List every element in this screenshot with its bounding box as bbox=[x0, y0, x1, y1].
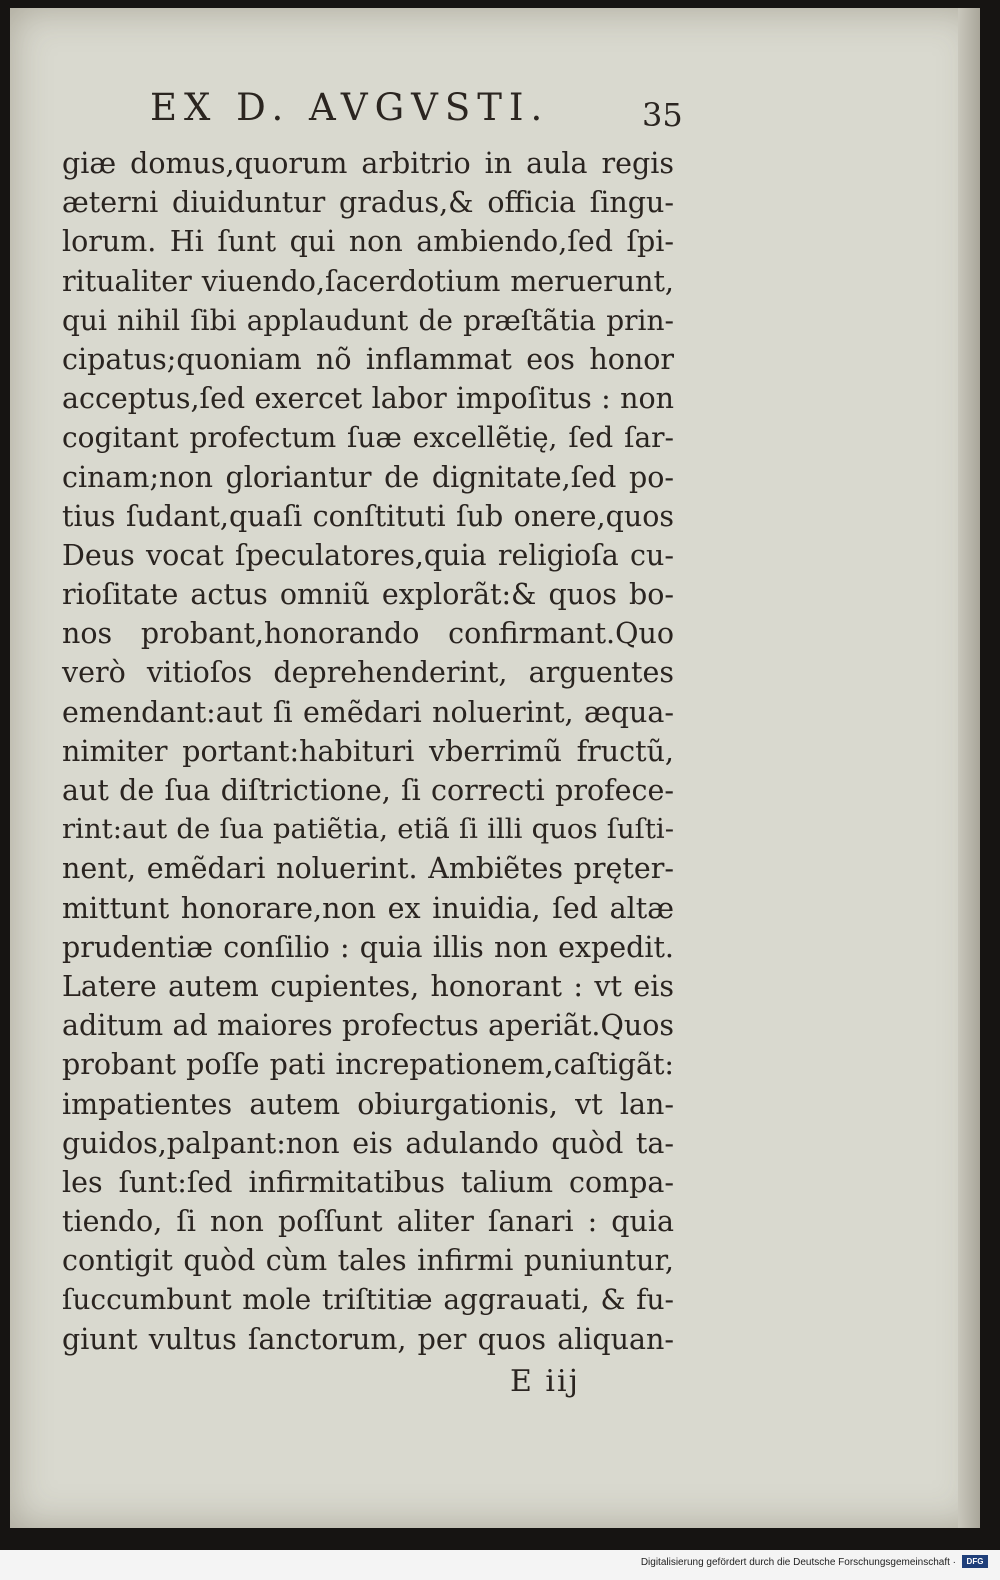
funding-credit: Digitalisierung gefördert durch die Deutsche Forschungsgemeinschaft · bbox=[640, 1557, 956, 1568]
text-line: lorum. Hi ſunt qui non ambiendo,ſed ſpi- bbox=[62, 225, 674, 259]
text-line: giæ domus,quorum arbitrio in aula regis bbox=[62, 147, 674, 180]
text-line: nimiter portant:habituri vberrimũ fructũ, bbox=[62, 734, 674, 768]
running-head: EX D. AVGVSTI. bbox=[150, 86, 550, 129]
text-line: ſuccumbunt mole triſtitiæ aggrauati, & fu- bbox=[62, 1283, 674, 1317]
text-line: rioſitate actus omniũ explorãt:& quos bo- bbox=[62, 578, 674, 612]
text-line: guidos,palpant:non eis adulando quòd ta- bbox=[62, 1126, 674, 1160]
text-line: qui nihil ſibi applaudunt de præſtãtia prin- bbox=[62, 303, 674, 337]
text-line: contigit quòd cùm tales infirmi puniuntur, bbox=[62, 1244, 674, 1278]
text-line: cogitant profectum ſuæ excellẽtię, ſed ſar- bbox=[62, 421, 674, 455]
signature-mark: E iij bbox=[510, 1364, 580, 1399]
text-line: prudentiæ conſilio : quia illis non expedit. bbox=[62, 930, 674, 964]
text-line: cinam;non gloriantur de dignitate,ſed po- bbox=[62, 460, 674, 494]
text-line: verò vitioſos deprehenderint, arguentes bbox=[62, 656, 674, 690]
text-line: probant poſſe pati increpationem,caſtigãt: bbox=[62, 1048, 674, 1082]
text-line: aditum ad maiores profectus aperiãt.Quos bbox=[62, 1009, 674, 1043]
body-text bbox=[62, 144, 674, 1359]
dfg-logo-icon: DFG bbox=[962, 1555, 988, 1568]
page-edge bbox=[958, 8, 980, 1528]
text-line: acceptus,ſed exercet labor impoſitus : non bbox=[62, 382, 674, 416]
text-line: les ſunt:ſed infirmitatibus talium compa- bbox=[62, 1165, 674, 1199]
text-line: tius ſudant,quaſi conſtituti ſub onere,quos bbox=[62, 499, 674, 533]
text-line: Deus vocat ſpeculatores,quia religioſa cu- bbox=[62, 538, 674, 572]
text-line: æterni diuiduntur gradus,& officia ſingu- bbox=[62, 186, 674, 220]
paper-sheet bbox=[10, 8, 980, 1528]
text-line: nos probant,honorando confirmant.Quo bbox=[62, 617, 674, 651]
text-line: tiendo, ſi non poſſunt aliter ſanari : quia bbox=[62, 1205, 674, 1239]
page-header bbox=[150, 86, 690, 136]
text-line: cipatus;quoniam nõ inflammat eos honor bbox=[62, 342, 674, 376]
text-line: Latere autem cupientes, honorant : vt eis bbox=[62, 969, 674, 1003]
text-line: nent, emẽdari noluerint. Ambiẽtes pręter- bbox=[62, 852, 674, 886]
text-line: emendant:aut ſi emẽdari noluerint, æqua- bbox=[62, 695, 674, 729]
page-number: 35 bbox=[642, 96, 683, 134]
text-line: impatientes autem obiurgationis, vt lan- bbox=[62, 1087, 674, 1121]
digitization-footer bbox=[0, 1550, 1000, 1580]
text-line: rint:aut de ſua patiẽtia, etiã ſi illi quos ſuſti- bbox=[62, 813, 674, 846]
text-line: giunt vultus ſanctorum, per quos aliquan- bbox=[62, 1322, 674, 1356]
text-line: mittunt honorare,non ex inuidia, ſed altæ bbox=[62, 891, 674, 925]
text-line: aut de ſua diſtrictione, ſi correcti profece- bbox=[62, 774, 674, 807]
text-line: ritualiter viuendo,ſacerdotium meruerunt, bbox=[62, 264, 674, 298]
